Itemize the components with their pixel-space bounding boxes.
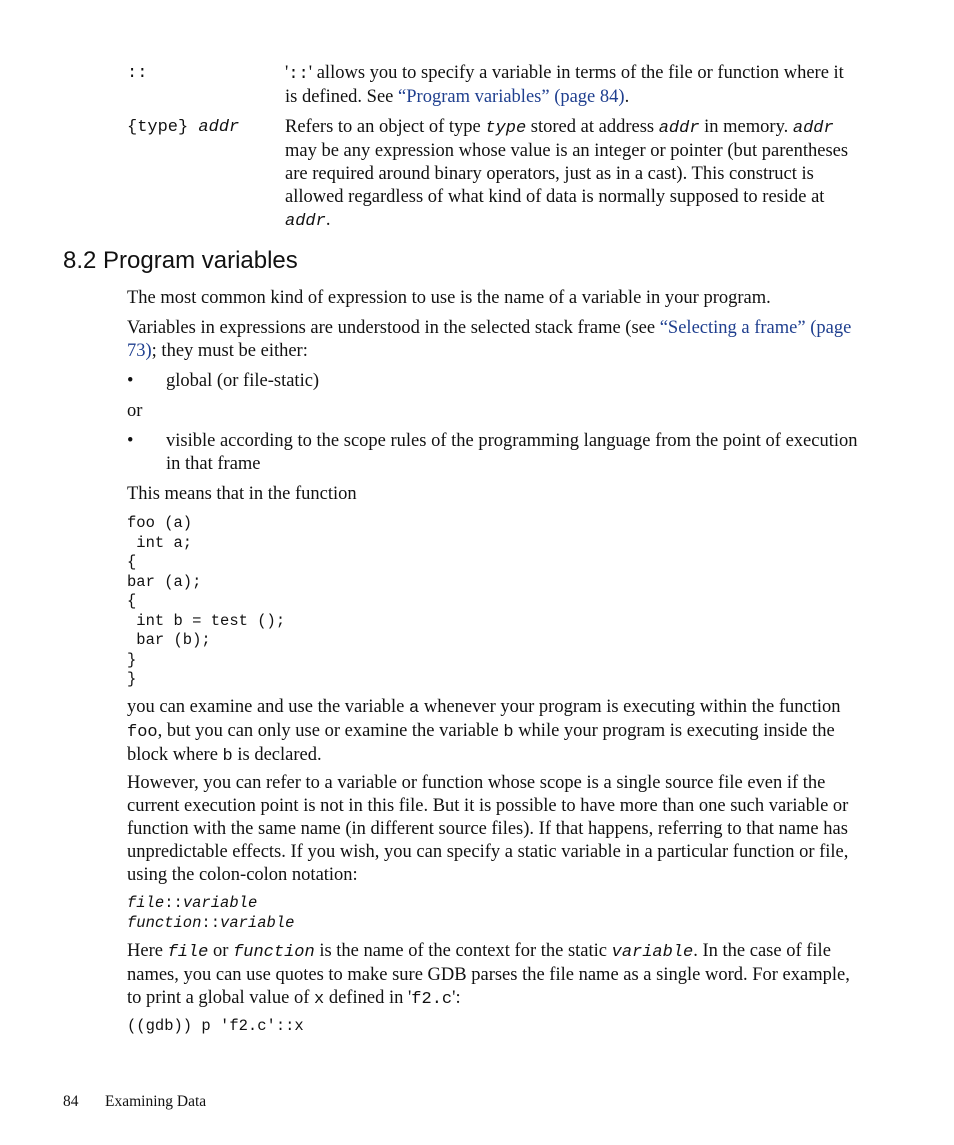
definition-description: '::' allows you to specify a variable in terms of the file or function where it is defined. See “Program variables” (page 84). <box>285 63 844 107</box>
link-program-variables[interactable]: “Program variables” (page 84) <box>398 87 625 107</box>
code-block-gdb-print: ((gdb)) p 'f2.c'::x <box>127 1017 304 1035</box>
definition-term: :: <box>127 64 148 83</box>
page-number: 84 <box>63 1093 79 1110</box>
paragraph-stack-frame: Variables in expressions are understood in the selected stack frame (see “Selecting a frame” (page 73); they must be either: <box>127 318 852 361</box>
bullet-icon: • <box>127 371 134 391</box>
paragraph-context-names: Here file or function is the name of the context for the static variable. In the case of file names, you can use quotes to make sure GDB parses the file name as a single word. For example, to print a global value of x defined in 'f2.c': <box>127 941 850 1009</box>
code-block-colon-notation: file::variable function::variable <box>127 894 295 932</box>
code-block-foo: foo (a) int a; { bar (a); { int b = test (); bar (b); } } <box>127 514 286 688</box>
bullet-icon: • <box>127 431 134 451</box>
definition-term: {type} addr <box>127 118 240 137</box>
paragraph-static-variable: However, you can refer to a variable or function whose scope is a single source file even if the current execution point is not in this file. But it is possible to have more than one such variable or function with the same name (in different source files). If that happens, referring to that name has unpredictable effects. If you wish, you can specify a static variable in a particular function or file, using the colon-colon notation: <box>127 773 849 885</box>
page-footer <box>63 1092 206 1112</box>
definition-description: Refers to an object of type type stored at address addr in memory. addr may be any expression whose value is an integer or pointer (but parentheses are required around binary operators, just as in a cast). This construct is allowed regardless of what kind of data is normally supposed to reside at addr. <box>285 117 849 231</box>
paragraph-function-intro: This means that in the function <box>127 484 357 504</box>
chapter-title: Examining Data <box>105 1093 207 1110</box>
link-selecting-a-frame[interactable]: “Selecting a frame” (page 73) <box>127 318 852 361</box>
section-heading: 8.2 Program variables <box>63 247 298 274</box>
paragraph-examine-variable: you can examine and use the variable a whenever your program is executing within the function foo, but you can only use or examine the variable b while your program is executing inside the block where b is declared. <box>127 697 841 766</box>
paragraph-or: or <box>127 401 143 421</box>
paragraph-intro: The most common kind of expression to use is the name of a variable in your program. <box>127 288 771 308</box>
